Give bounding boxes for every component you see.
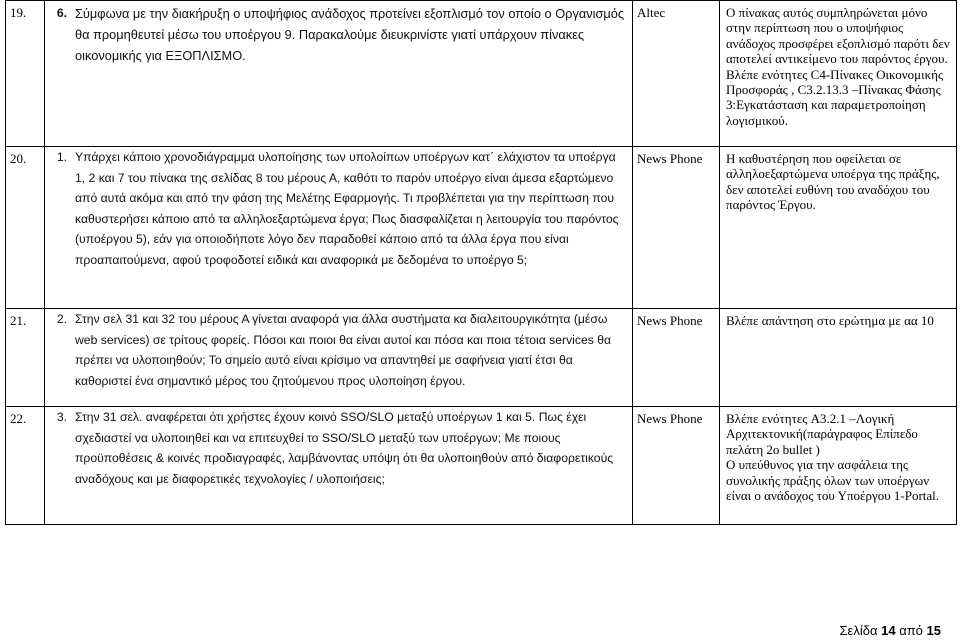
question-text: Στην σελ 31 και 32 του μέρους Α γίνεται αναφορά για άλλα συστήματα κα διαλειτουργικότητα (μέσω web services) σε τρίτους φορείς. Πόσοι και ποιοι θα είναι αυτοί και πόσα και ποια τέτοια services θα πρέπει να υλοποιηθούν; Το σημείο αυτό είναι κρίσιμο να απαντηθεί με σαφήνεια γιατί έτσι θα καθοριστεί ένα σημαντικό μέρος του ζητούμενου προς υλοποίηση έργου. xyxy=(75,312,612,388)
page-footer xyxy=(839,623,941,638)
row-number: 21. xyxy=(6,309,45,407)
answer-text: Η καθυστέρηση που οφείλεται σε αλληλοεξαρτώμενα υποέργα της πράξης, δεν αποτελεί ευθύνη του αναδόχου του παρόντος Έργου. xyxy=(726,151,940,213)
page-total: 15 xyxy=(926,623,941,638)
question-number: 3. xyxy=(56,410,67,424)
page-sep: από xyxy=(899,623,923,638)
row-number: 19. xyxy=(6,1,45,147)
question-cell xyxy=(45,407,633,525)
answer-cell xyxy=(720,147,957,309)
row-number: 20. xyxy=(6,147,45,309)
table-row xyxy=(6,1,957,147)
table-row xyxy=(6,147,957,309)
question-text: Σύμφωνα με την διακήρυξη ο υποψήφιος ανάδοχος προτείνει εξοπλισμό τον οποίο ο Οργανισμός θα προμηθευτεί μέσω του υποέργου 9. Παρακαλούμε διευκρινίστε γιατί υπάρχουν πίνακες οικονομικής για ΕΞΟΠΛΙΣΜΟ. xyxy=(75,6,625,63)
page-label: Σελίδα xyxy=(839,623,878,638)
answer-text: Βλέπε ενότητες C4-Πίνακες Οικονομικής Προσφοράς , C3.2.13.3 –Πίνακας Φάσης 3:Εγκατάσταση και παραμετροποίηση λογισμικού. xyxy=(726,66,944,128)
answer-cell xyxy=(720,309,957,407)
table-row xyxy=(6,407,957,525)
page-current: 14 xyxy=(881,623,896,638)
question-cell xyxy=(45,147,633,309)
question-number: 1. xyxy=(56,150,67,164)
question-number: 6. xyxy=(56,6,67,20)
question-cell xyxy=(45,309,633,407)
table-row xyxy=(6,309,957,407)
organization: Altec xyxy=(633,1,720,147)
question-text: Υπάρχει κάποιο χρονοδιάγραμμα υλοποίησης των υπολοίπων υποέργων κατ΄ ελάχιστον τα υποέργα 1, 2 και 7 του πίνακα της σελίδας 8 του μέρους Α, καθότι το παρόν υποέργο είναι άμεσα εξαρτώμενο από αυτά ακόμα και από την φάση της Μελέτης Εφαρμογής. Τι προβλέπεται για την περίπτωση που καθυστερήσει κάποιο από τα αλληλοεξαρτώμενα έργα; Πως διασφαλίζεται η λειτουργία του παρόντος (υποέργου 5), εάν για οποιοδήποτε λόγο δεν παραδοθεί κάποιο από τα άλλα έργα που είναι προαπαιτούμενα, αφού τροφοδοτεί ειδικά και αναφορικά με δεδομένα το υποέργο 5; xyxy=(75,150,619,267)
row-number: 22. xyxy=(6,407,45,525)
answer-text: Ο υπεύθυνος για την ασφάλεια της συνολικής πράξης όλων των υποέργων είναι ο ανάδοχος του Υποέργου 1-Portal. xyxy=(726,457,940,504)
answer-text: Βλέπε ενότητες A3.2.1 –Λογική Αρχιτεκτονική(παράγραφος Επίπεδο πελάτη 2ο bullet ) xyxy=(726,411,918,457)
organization: News Phone xyxy=(633,147,720,309)
questions-table xyxy=(5,0,957,525)
answer-text: Βλέπε απάντηση στο ερώτημα με αα 10 xyxy=(726,313,934,328)
question-cell xyxy=(45,1,633,147)
question-number: 2. xyxy=(56,312,67,326)
answer-cell xyxy=(720,1,957,147)
question-text: Στην 31 σελ. αναφέρεται ότι χρήστες έχουν κοινό SSO/SLO μεταξύ υποέργων 1 και 5. Πως έχει σχεδιαστεί να υλοποιηθεί και να επιτευχθεί το SSO/SLO μεταξύ των υποέργων; Με ποιους προϋποθέσεις & κοινές προδιαγραφές, λαμβάνοντας υπόψη ότι θα υλοποιηθούν από διαφορετικούς αναδόχους και με διαφορετικές τεχνολογίες / υλοποιήσεις; xyxy=(75,410,614,486)
organization: News Phone xyxy=(633,407,720,525)
organization: News Phone xyxy=(633,309,720,407)
answer-cell xyxy=(720,407,957,525)
answer-text: Ο πίνακας αυτός συμπληρώνεται μόνο στην περίπτωση που ο υποψήφιος ανάδοχος προσφέρει εξοπλισμό παρότι δεν αποτελεί αντικείμενο του παρόντος έργου. xyxy=(726,5,950,67)
